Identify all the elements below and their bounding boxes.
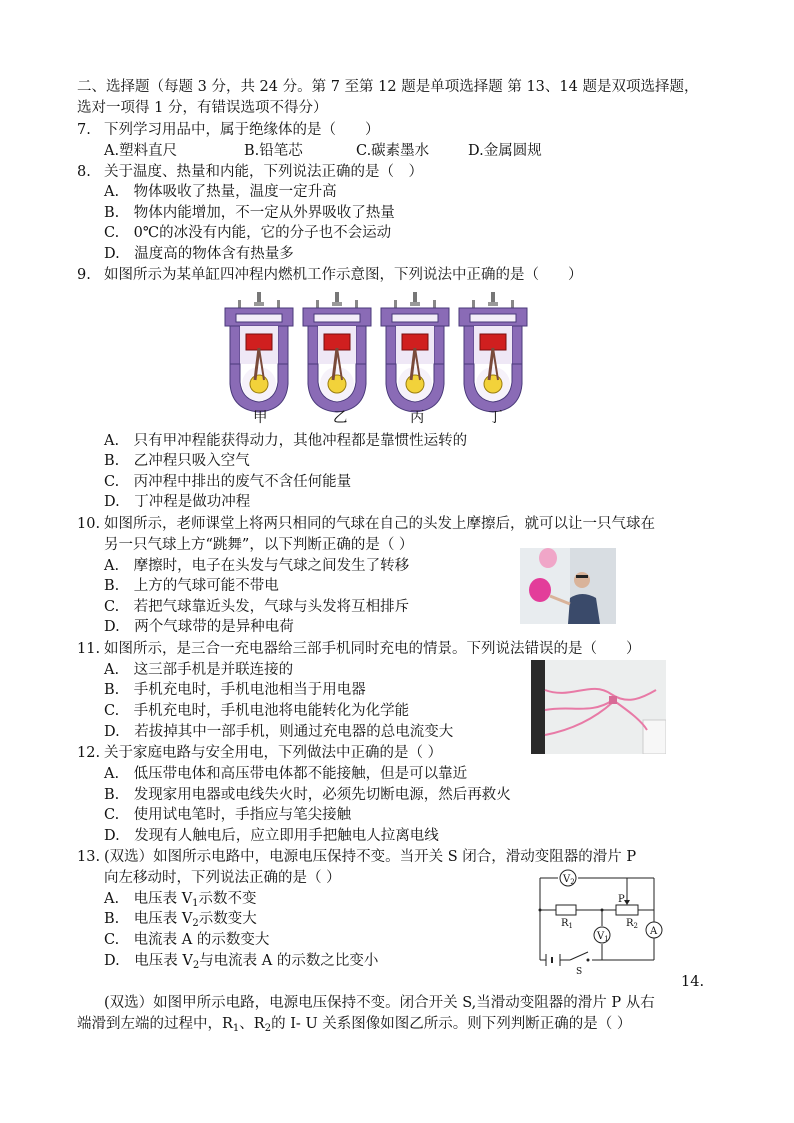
q8-option-a: A. 物体吸收了热量，温度一定升高: [104, 184, 337, 200]
q14-number: 14.: [681, 974, 705, 990]
q11-stem: 如图所示，是三合一充电器给三部手机同时充电的情景。下列说法错误的是（ ）: [104, 641, 641, 657]
circuit-p-label: P: [618, 894, 625, 905]
q14-line1: (双选）如图甲所示电路，电源电压保持不变。闭合开关 S,当滑动变阻器的滑片 P 从右: [104, 995, 655, 1011]
q13-option-b: B. 电压表 $V_2$示数变大: [104, 911, 257, 929]
q11-option-b: B. 手机充电时，手机电池相当于用电器: [104, 682, 366, 698]
circuit-r1-label: $R_1$: [561, 918, 573, 930]
section-header-line1: 二、选择题（每题 3 分，共 24 分。第 7 至第 12 题是单项选择题 第 13、14 题是双项选择题，: [77, 79, 699, 95]
q12-option-c: C. 使用试电笔时，手指应与笔尖接触: [104, 807, 352, 823]
q8-option-c: C. 0℃的冰没有内能，它的分子也不会运动: [104, 225, 392, 241]
q10-stem-line2: 另一只气球上方“跳舞”，以下判断正确的是（ ）: [104, 537, 414, 553]
q9-option-b: B. 乙冲程只吸入空气: [104, 453, 250, 469]
engine-label-bing: 丙: [410, 410, 425, 426]
q13-stem-line1: (双选）如图所示电路中，电源电压保持不变。当开关 S 闭合，滑动变阻器的滑片 P: [104, 849, 637, 865]
circuit-v1-label: $V_1$: [597, 931, 609, 943]
q13-stem-line2: 向左移动时，下列说法正确的是（ ）: [104, 870, 341, 886]
q11-number: 11.: [77, 641, 101, 657]
q10-option-d: D. 两个气球带的是异种电荷: [104, 619, 294, 635]
circuit-diagram: [530, 868, 698, 976]
q7-number: 7.: [77, 122, 91, 138]
q9-option-c: C. 丙冲程中排出的废气不含任何能量: [104, 474, 352, 490]
q9-option-d: D. 丁冲程是做功冲程: [104, 494, 251, 510]
q10-number: 10.: [77, 516, 101, 532]
q7-option-d: D.金属圆规: [468, 143, 542, 159]
q12-number: 12.: [77, 745, 101, 761]
q11-option-d: D. 若拔掉其中一部手机，则通过充电器的总电流变大: [104, 724, 454, 740]
q8-option-d: D. 温度高的物体含有热量多: [104, 246, 294, 262]
engine-strokes-figure: [222, 292, 532, 428]
q14-line2: 端滑到左端的过程中，$R_1$、$R_2$的 I- U 关系图像如图乙所示。则下列判断正确的是（ ）: [77, 1016, 632, 1034]
q7-option-b: B.铅笔芯: [244, 143, 303, 159]
q10-option-a: A. 摩擦时，电子在头发与气球之间发生了转移: [104, 558, 410, 574]
q11-option-a: A. 这三部手机是并联连接的: [104, 662, 294, 678]
q7-option-c: C.碳素墨水: [356, 143, 430, 159]
balloon-photo: [520, 548, 616, 624]
q12-option-a: A. 低压带电体和高压带电体都不能接触，但是可以靠近: [104, 766, 468, 782]
q12-stem: 关于家庭电路与安全用电，下列做法中正确的是（ ）: [104, 745, 443, 761]
engine-label-yi: 乙: [333, 410, 348, 426]
q13-option-d: D. 电压表 $V_2$与电流表 A 的示数之比变小: [104, 953, 379, 971]
q13-option-a: A. 电压表 $V_1$示数不变: [104, 891, 257, 909]
engine-label-ding: 丁: [488, 410, 503, 426]
circuit-switch-label: S: [576, 967, 583, 976]
q9-option-a: A. 只有甲冲程能获得动力，其他冲程都是靠惯性运转的: [104, 433, 468, 449]
q10-stem-line1: 如图所示，老师课堂上将两只相同的气球在自己的头发上摩擦后，就可以让一只气球在: [104, 516, 655, 532]
q8-stem: 关于温度、热量和内能，下列说法正确的是（ ）: [104, 164, 423, 180]
q13-option-c: C. 电流表 A 的示数变大: [104, 932, 270, 948]
q8-number: 8.: [77, 164, 91, 180]
q8-option-b: B. 物体内能增加，不一定从外界吸收了热量: [104, 205, 395, 221]
section-header-line2: 选对一项得 1 分，有错误选项不得分）: [77, 100, 328, 116]
q12-option-d: D. 发现有人触电后，应立即用手把触电人拉离电线: [104, 828, 439, 844]
q10-option-c: C. 若把气球靠近头发，气球与头发将互相排斥: [104, 599, 410, 615]
engine-label-jia: 甲: [253, 410, 268, 426]
circuit-v2-label: $V_2$: [563, 874, 575, 886]
q11-option-c: C. 手机充电时，手机电池将电能转化为化学能: [104, 703, 410, 719]
q7-option-a: A.塑料直尺: [104, 143, 178, 159]
q13-number: 13.: [77, 849, 101, 865]
circuit-ammeter-label: A: [650, 926, 658, 937]
q7-stem: 下列学习用品中，属于绝缘体的是（ ）: [104, 122, 380, 138]
q12-option-b: B. 发现家用电器或电线失火时，必须先切断电源，然后再救火: [104, 787, 511, 803]
circuit-r2-label: $R_2$: [626, 918, 638, 930]
q9-stem: 如图所示为某单缸四冲程内燃机工作示意图，下列说法中正确的是（ ）: [104, 267, 583, 283]
q9-number: 9.: [77, 267, 91, 283]
charger-photo: [531, 660, 666, 754]
q10-option-b: B. 上方的气球可能不带电: [104, 578, 279, 594]
